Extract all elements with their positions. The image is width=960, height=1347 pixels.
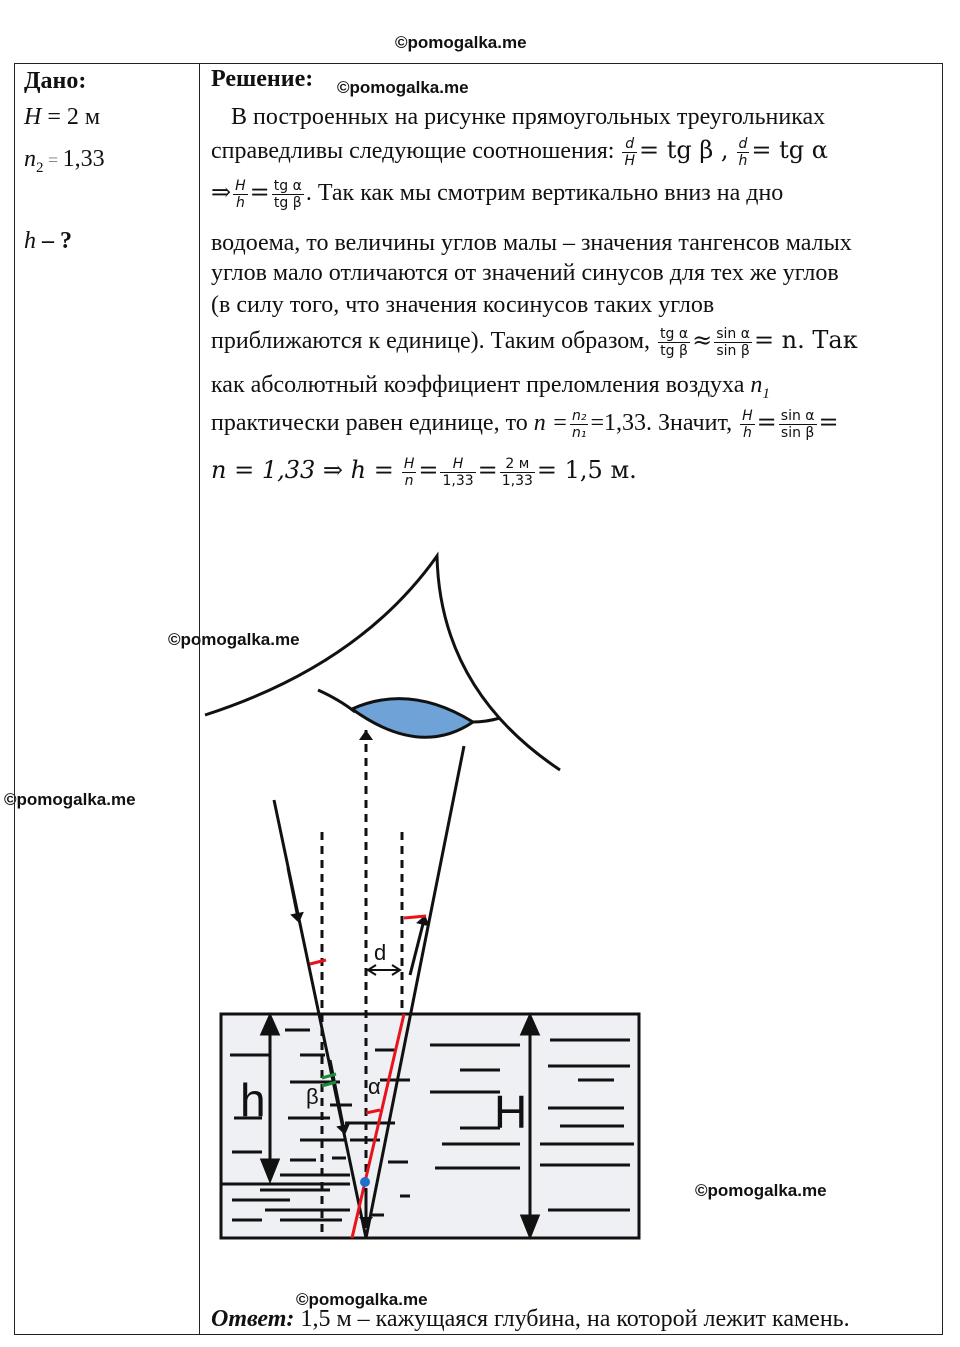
given-label: Дано: [24,68,87,94]
watermark-solution: ©pomogalka.me [337,78,469,97]
eq-sign-5: = [477,456,498,485]
frac-num: d [738,136,748,152]
frac-num: 2 м [500,456,535,473]
frac-den: n₁ [571,425,587,441]
watermark-bottom: ©pomogalka.me [296,1290,428,1309]
label-alpha: α [368,1074,381,1099]
implies-arrow: ⇒ [211,180,232,207]
given-n2-value: 1,33 [62,146,105,172]
given-n2-sub: 2 [36,159,44,176]
frac-den: h [742,425,752,441]
frac-den: tg β [660,343,688,359]
eq-sign-4: = [418,456,439,485]
unknown-mark: – ? [36,228,72,254]
frac-den: n [404,473,414,489]
label-d: d [374,940,387,965]
stone-point [360,1177,370,1187]
eq-sign-3: = [818,408,839,437]
frac-num: H [440,456,475,473]
watermark-top: ©pomogalka.me [395,33,527,52]
eq-n-tail: = n. Так [753,326,858,355]
n-value-text: =1,33. Значит, [590,410,733,437]
frac-num: H [403,456,415,472]
frac-num: sin α [780,408,815,424]
n1-sub: 1 [762,385,770,402]
watermark-right: ©pomogalka.me [695,1181,827,1200]
angle-mark-incident [310,960,326,964]
frac-den: 1,33 [442,473,474,489]
eq-sign-2: = [756,408,777,437]
frac-den: h [738,153,748,169]
approx-sign: ≈ [692,326,713,355]
frac-num: sin α [716,326,750,342]
frac-den: tg β [273,195,302,211]
solution-line-4: водоема, то величины углов малы – значения тангенсов малых [211,230,852,256]
unknown-h-symbol: h [24,228,36,254]
answer-label: Ответ: [211,1306,295,1332]
solution-line-9-text: практически равен единице, то [211,410,528,437]
angle-mark-outgoing [404,916,426,918]
frac-den: H [624,153,635,169]
frac-num: d [622,136,637,153]
final-eq-start: n = 1,33 ⇒ h = [211,456,394,485]
given-n2-eq: = [43,150,63,170]
given-n2-symbol: n [24,146,36,172]
n1-symbol: n [750,372,763,398]
solution-title: Решение: [211,66,314,92]
solution-line-1: В построенных на рисунке прямоугольных треугольниках [231,104,826,130]
watermark-left-edge: ©pomogalka.me [4,790,136,809]
eye-iris [352,699,473,738]
eq-tg-beta: = tg β , [638,136,729,165]
frac-num: tg α [273,178,302,194]
given-H-value: = 2 м [41,104,101,130]
solution-line-3-text: . Так как мы смотрим вертикально вниз на дно [305,180,784,207]
frac-den: sin β [716,343,750,359]
label-h: h [240,1074,266,1126]
answer [211,1306,850,1333]
label-beta: β [306,1084,319,1109]
label-H: H [494,1086,528,1138]
eq-tg-alpha: = tg α [751,136,828,165]
frac-den: h [235,195,245,211]
frac-num: H [235,178,246,194]
frac-num: tg α [660,326,689,342]
solution-line-7-text: приближаются к единице). Таким образом, [211,328,651,355]
solution-line-2-text: справедливы следующие соотношения: [211,138,615,165]
solution-line-8-text: как абсолютный коэффициент преломления воздуха [211,372,745,398]
distance-d-marker [368,965,400,975]
n-equals: n = [533,410,568,437]
eq-sign: = [249,178,270,207]
answer-text: 1,5 м – кажущаяся глубина, на которой лежит камень. [294,1306,850,1332]
frac-num: H [742,408,753,424]
eye-shape [205,556,560,770]
final-result: = 1,5 м. [536,456,637,485]
given-H-symbol: H [24,104,42,130]
solution-line-6: (в силу того, что значения косинусов таких углов [211,292,715,318]
frac-den: sin β [780,425,815,441]
solution-line-5: углов мало отличаются от значений синусов для тех же углов [211,260,839,286]
frac-num: n₂ [571,408,587,424]
frac-den: 1,33 [501,473,533,489]
watermark-mid-left: ©pomogalka.me [168,630,300,649]
